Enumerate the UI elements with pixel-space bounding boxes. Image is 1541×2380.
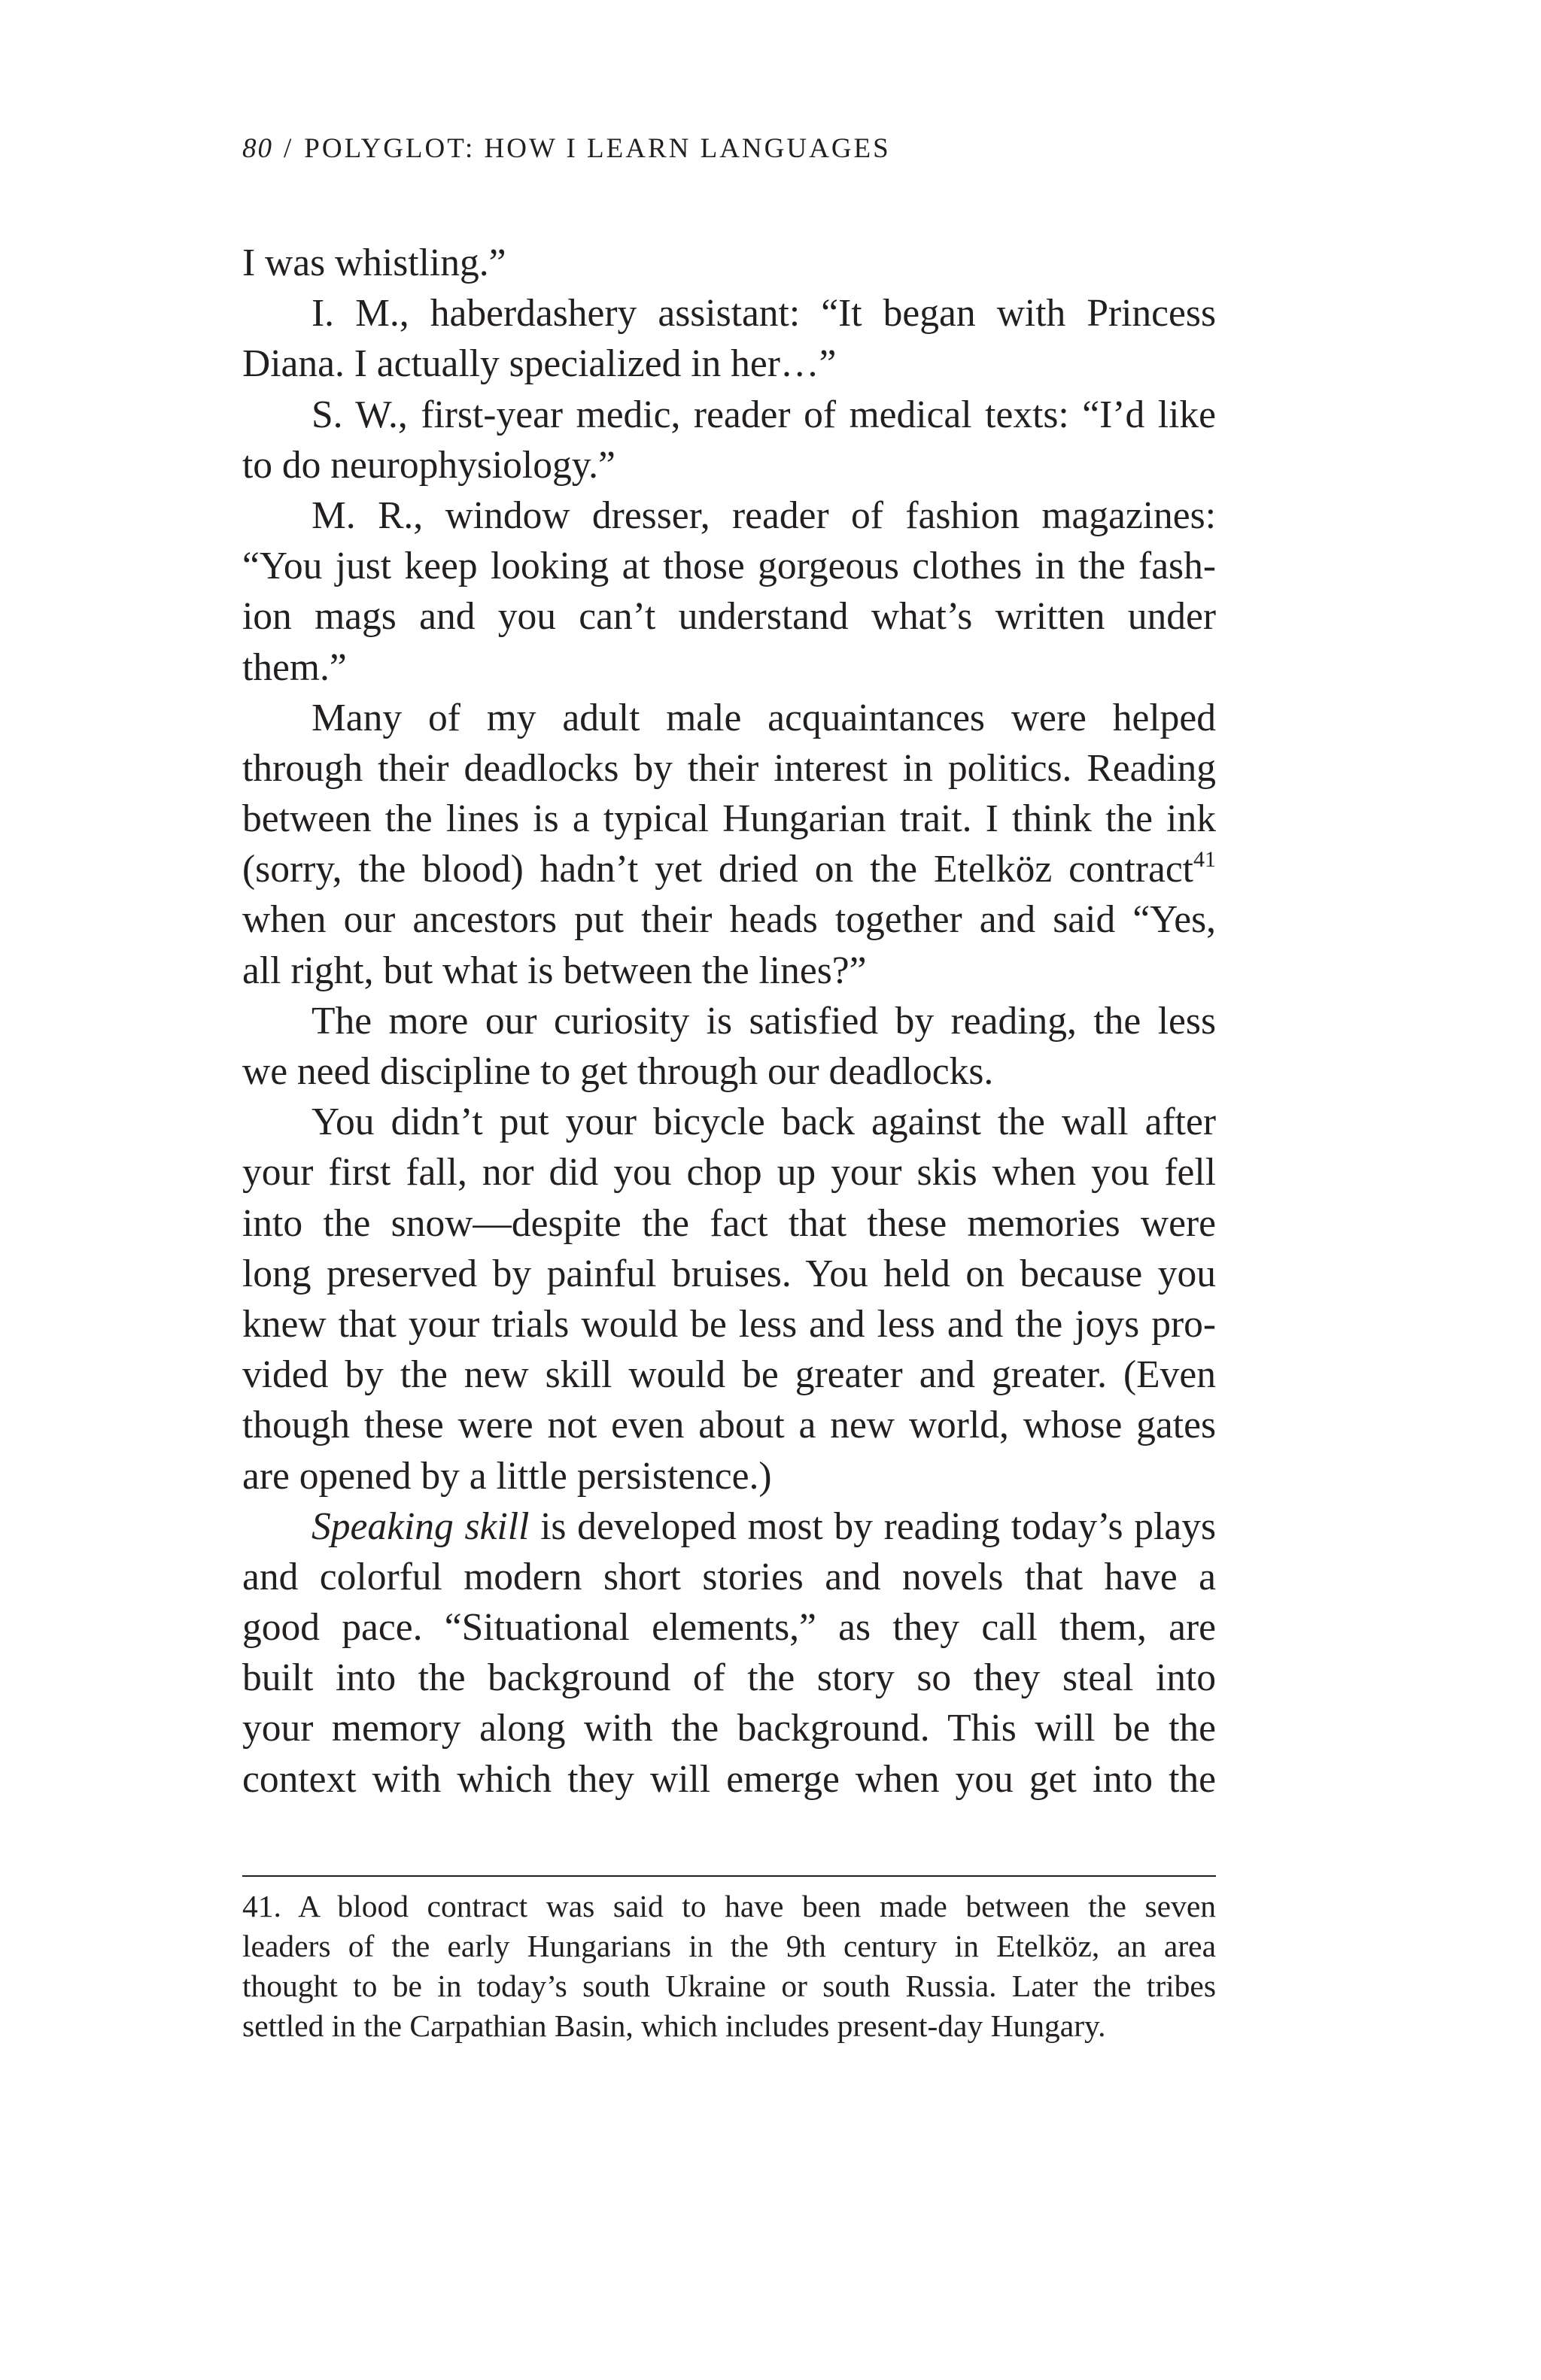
text-line: when our ancestors put their heads together and said “Yes, <box>242 898 1216 942</box>
text-line: “You just keep looking at those gorgeous clothes in the fash- <box>242 545 1216 588</box>
text-line: good pace. “Situational elements,” as they call them, are <box>242 1606 1216 1650</box>
text-line: long preserved by painful bruises. You held on because you <box>242 1252 1216 1295</box>
text-line: context with which they will emerge when you get into the <box>242 1757 1216 1801</box>
footnote-line: settled in the Carpathian Basin, which includes present-day Hungary. <box>242 2008 1106 2043</box>
running-title: POLYGLOT: HOW I LEARN LANGUAGES <box>304 133 891 164</box>
text-line-with-italic <box>242 1501 1216 1552</box>
text-line: your memory along with the background. This will be the <box>242 1707 1216 1750</box>
italic-phrase: Speaking skill <box>312 1504 530 1548</box>
running-header <box>242 132 891 165</box>
text-line: we need discipline to get through our deadlocks. <box>242 1050 994 1093</box>
text-line: knew that your trials would be less and less and the joys pro- <box>242 1302 1216 1346</box>
text-line-content: (sorry, the blood) hadn’t yet dried on the Etelköz contract <box>242 848 1193 891</box>
text-line: M. R., window dresser, reader of fashion magazines: <box>312 493 1216 537</box>
page-number: 80 <box>242 133 273 164</box>
text-line: though these were not even about a new world, whose gates <box>242 1404 1216 1447</box>
text-line: into the snow—despite the fact that these memories were <box>242 1201 1216 1245</box>
footnote-reference: 41 <box>1193 847 1216 873</box>
text-line: to do neurophysiology.” <box>242 443 615 487</box>
text-line-content: is developed most by reading today’s plays <box>540 1504 1216 1548</box>
footnote-line: 41. A blood contract was said to have been made between the seven <box>242 1889 1216 1923</box>
main-text <box>242 238 1216 1805</box>
text-line: your first fall, nor did you chop up your skis when you fell <box>242 1151 1216 1195</box>
text-line: are opened by a little persistence.) <box>242 1454 772 1498</box>
text-line: and colorful modern short stories and novels that have a <box>242 1555 1216 1598</box>
text-line: ion mags and you can’t understand what’s written under <box>242 595 1216 639</box>
text-line: all right, but what is between the lines?” <box>242 949 867 992</box>
text-line: vided by the new skill would be greater and greater. (Even <box>242 1353 1216 1397</box>
text-line: You didn’t put your bicycle back against the wall after <box>312 1100 1216 1144</box>
text-line: through their deadlocks by their interest in politics. Reading <box>242 746 1216 790</box>
text-line: I. M., haberdashery assistant: “It began with Princess <box>312 292 1216 335</box>
text-line: Many of my adult male acquaintances were helped <box>312 696 1216 739</box>
text-line-with-footnote-ref <box>242 844 1216 894</box>
header-separator: / <box>284 133 294 164</box>
footnote <box>242 1887 1216 2046</box>
text-line: them.” <box>242 645 347 689</box>
text-line: built into the background of the story so they steal into <box>242 1656 1216 1700</box>
footnote-line: thought to be in today’s south Ukraine or south Russia. Later the tribes <box>242 1969 1216 2003</box>
text-line: Diana. I actually specialized in her…” <box>242 342 837 386</box>
text-line: S. W., first-year medic, reader of medical texts: “I’d like <box>312 393 1216 436</box>
text-line: between the lines is a typical Hungarian trait. I think the ink <box>242 797 1216 841</box>
footnote-line: leaders of the early Hungarians in the 9th century in Etelköz, an area <box>242 1929 1216 1963</box>
text-line: The more our curiosity is satisfied by reading, the less <box>312 999 1216 1043</box>
text-line: I was whistling.” <box>242 241 506 284</box>
footnote-divider <box>242 1875 1216 1877</box>
